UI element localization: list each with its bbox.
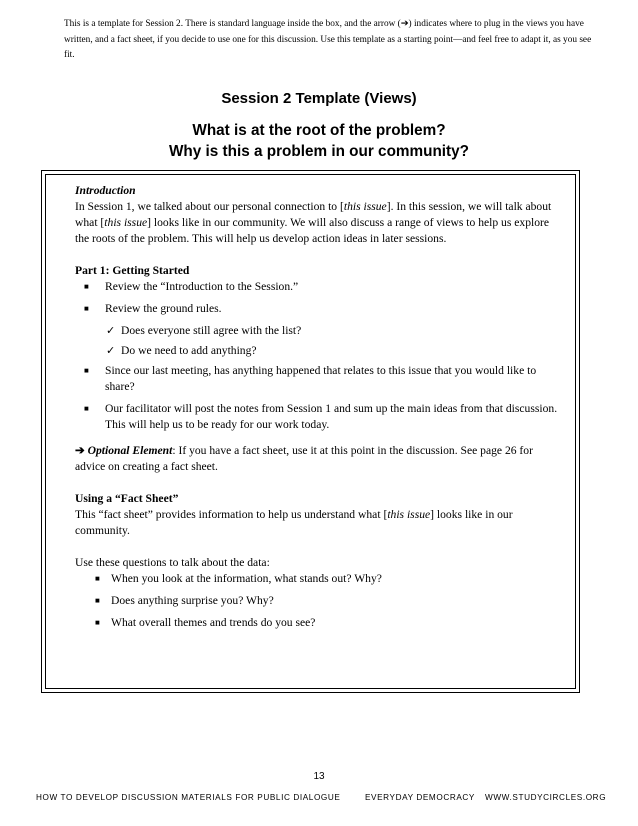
intro-issue-2: this issue	[104, 216, 148, 229]
page-number: 13	[313, 771, 325, 782]
list-item: ■ When you look at the information, what stands out? Why?	[95, 571, 565, 587]
list-item: ■ Review the “Introduction to the Session.”	[79, 279, 565, 295]
footer-right: WWW.STUDYCIRCLES.ORG	[485, 793, 607, 802]
check-item: ✓ Does everyone still agree with the list?	[106, 323, 565, 339]
optional-element-text	[75, 443, 565, 475]
list-item: ■ What overall themes and trends do you see?	[95, 615, 565, 631]
intro-text-b: ]. In this session, we will talk about what [	[75, 200, 552, 229]
part1-list	[75, 279, 565, 433]
introduction-section	[75, 183, 565, 247]
intro-issue-1: this issue	[343, 200, 387, 213]
fact-issue: this issue	[387, 508, 431, 521]
intro-text-a: In Session 1, we talked about our personal connection to [	[75, 200, 344, 213]
fact-text-a: This “fact sheet” provides information to help us understand what [	[75, 508, 388, 521]
questions-section	[75, 555, 565, 631]
template-note: This is a template for Session 2. There is standard language inside the box, and the arrow (➔) indicates where to plug in the views you have written, and a fact sheet, if you decide to use one for this discussion. Use this template as a starting point—and feel free to adapt it, as you see fit.	[64, 19, 592, 60]
part1-heading: Part 1: Getting Started	[75, 264, 190, 277]
questions-list	[75, 571, 565, 631]
list-item-text: Review the ground rules.	[105, 302, 222, 315]
part1-section	[75, 263, 565, 433]
introduction-text	[75, 199, 565, 247]
fact-text-b: ] looks like in our community.	[75, 508, 513, 537]
fact-sheet-heading: Using a “Fact Sheet”	[75, 492, 179, 505]
arrow-icon: ➔	[75, 444, 85, 457]
fact-sheet-text	[75, 507, 565, 539]
check-list	[79, 323, 565, 359]
list-item: ■ Our facilitator will post the notes from Session 1 and sum up the main ideas from that discussion. This will help us to be ready for our work today.	[79, 401, 565, 433]
footer-center: EVERYDAY DEMOCRACY	[365, 793, 475, 802]
optional-element-section	[75, 443, 565, 475]
page-title: Session 2 Template (Views)	[221, 90, 417, 107]
list-item: ■ Since our last meeting, has anything happened that relates to this issue that you would like to share?	[79, 363, 565, 395]
list-item: ■ Does anything surprise you? Why?	[95, 593, 565, 609]
fact-sheet-section	[75, 491, 565, 539]
question-heading-2: Why is this a problem in our community?	[168, 143, 469, 160]
intro-text-c: ] looks like in our community. We will also discuss a range of views to help us explore the roots of the problem. This will help us develop action ideas in later sessions.	[75, 216, 550, 245]
check-item: ✓ Do we need to add anything?	[106, 343, 565, 359]
introduction-heading: Introduction	[75, 184, 136, 197]
footer-left: HOW TO DEVELOP DISCUSSION MATERIALS FOR PUBLIC DIALOGUE	[36, 793, 341, 802]
session-box-content	[75, 183, 565, 637]
question-heading-1: What is at the root of the problem?	[192, 122, 446, 139]
optional-text: : If you have a fact sheet, use it at this point in the discussion. See page 26 for advice on creating a fact sheet.	[75, 444, 533, 473]
optional-label: Optional Element	[87, 444, 173, 457]
questions-lead: Use these questions to talk about the data:	[75, 556, 270, 569]
list-item	[79, 301, 565, 359]
